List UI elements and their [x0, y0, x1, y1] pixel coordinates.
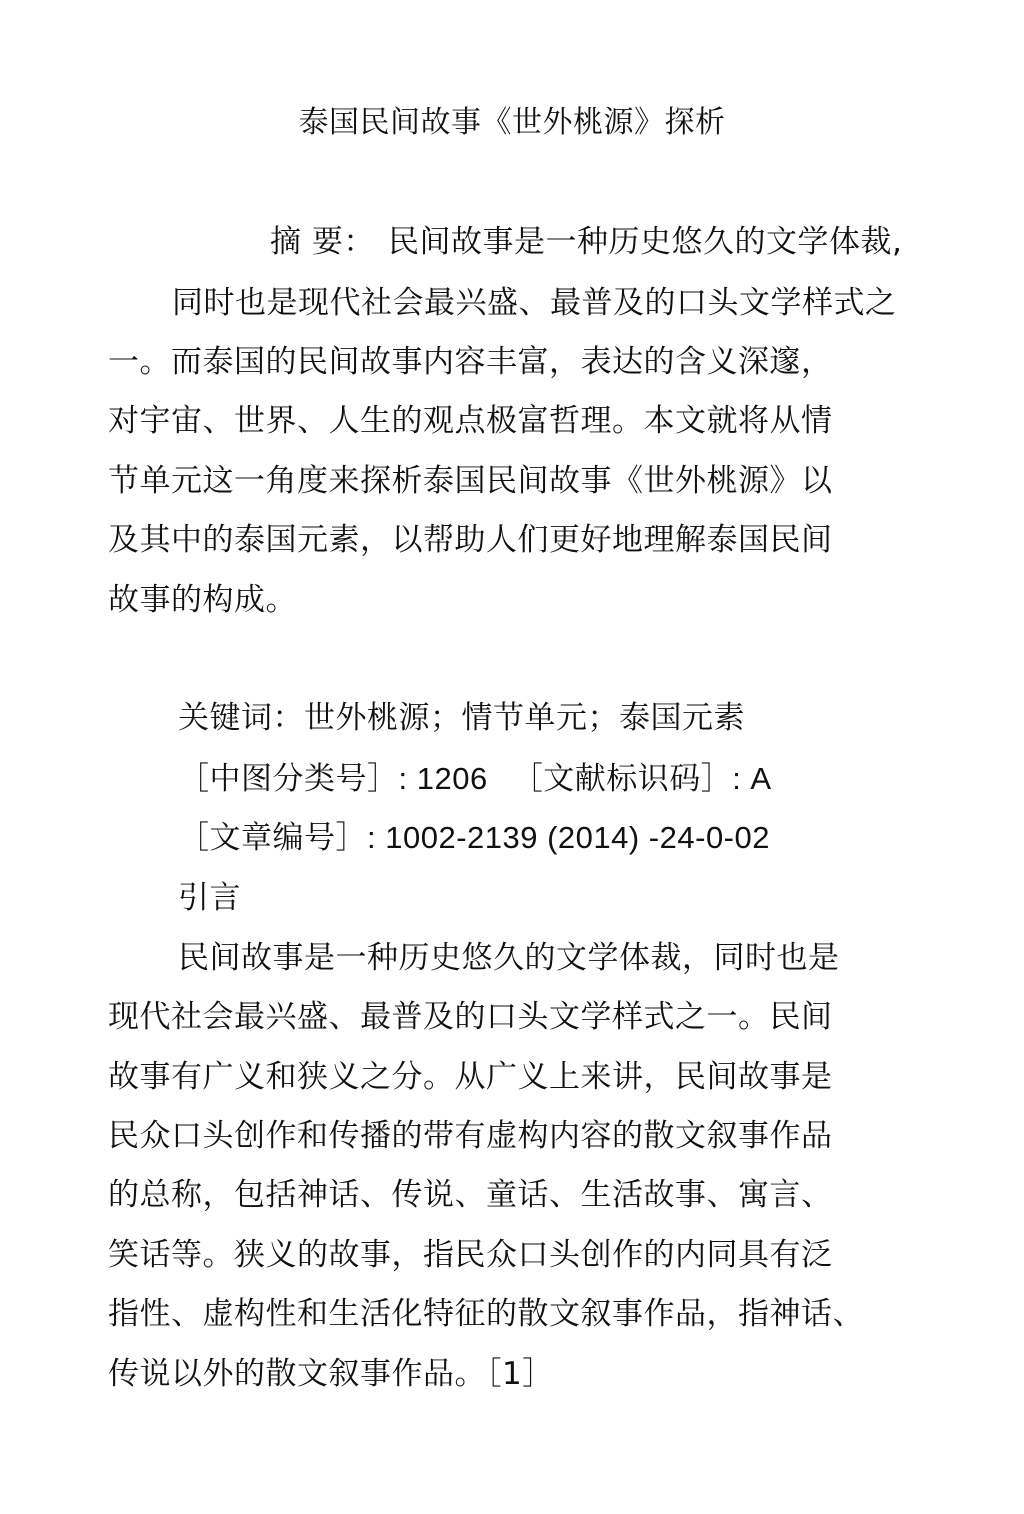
abstract-line: 故事的构成。 — [108, 582, 297, 618]
intro-line: 故事有广义和狭义之分。从广义上来讲，民间故事是 — [108, 1059, 833, 1095]
doc-code-label: ［文献标识码］ — [511, 761, 733, 797]
keywords: 关键词：世外桃源；情节单元；泰国元素 — [178, 700, 745, 736]
abstract-line: 民间故事是一种历史悠久的文学体裁, — [388, 224, 903, 260]
intro-line: 现代社会最兴盛、最普及的口头文学样式之一。民间 — [108, 999, 833, 1035]
intro-line: 指性、虚构性和生活化特征的散文叙事作品，指神话、 — [108, 1296, 864, 1332]
intro-line: 的总称，包括神话、传说、童话、生活故事、寓言、 — [108, 1177, 833, 1213]
abstract-line: 对宇宙、世界、人生的观点极富哲理。本文就将从情 — [108, 403, 833, 439]
abstract-line: 同时也是现代社会最兴盛、最普及的口头文学样式之 — [172, 285, 897, 321]
intro-line: 传说以外的散文叙事作品。［1］ — [108, 1356, 554, 1392]
section-heading-intro: 引言 — [178, 880, 241, 916]
document-title: 泰国民间故事《世外桃源》探析 — [298, 105, 726, 140]
intro-line: 笑话等。狭义的故事，指民众口头创作的内同具有泛 — [108, 1237, 833, 1273]
clc-value: : 1206 — [398, 761, 488, 796]
article-number-value: : 1002-2139 (2014) -24-0-02 — [367, 820, 770, 855]
intro-line: 民众口头创作和传播的带有虚构内容的散文叙事作品 — [108, 1118, 833, 1154]
clc-label: ［中图分类号］ — [178, 761, 399, 797]
abstract-line: 节单元这一角度来探析泰国民间故事《世外桃源》以 — [108, 463, 833, 499]
abstract-line: 一。而泰国的民间故事内容丰富，表达的含义深邃， — [108, 344, 833, 380]
classification-line — [178, 759, 772, 799]
article-number-label: ［文章编号］ — [178, 820, 367, 856]
intro-line: 民间故事是一种历史悠久的文学体裁，同时也是 — [178, 940, 840, 976]
abstract-line: 及其中的泰国元素，以帮助人们更好地理解泰国民间 — [108, 522, 833, 558]
doc-code-value: : A — [732, 761, 772, 796]
article-number-line — [178, 818, 770, 858]
abstract-label: 摘 要： — [270, 224, 375, 260]
